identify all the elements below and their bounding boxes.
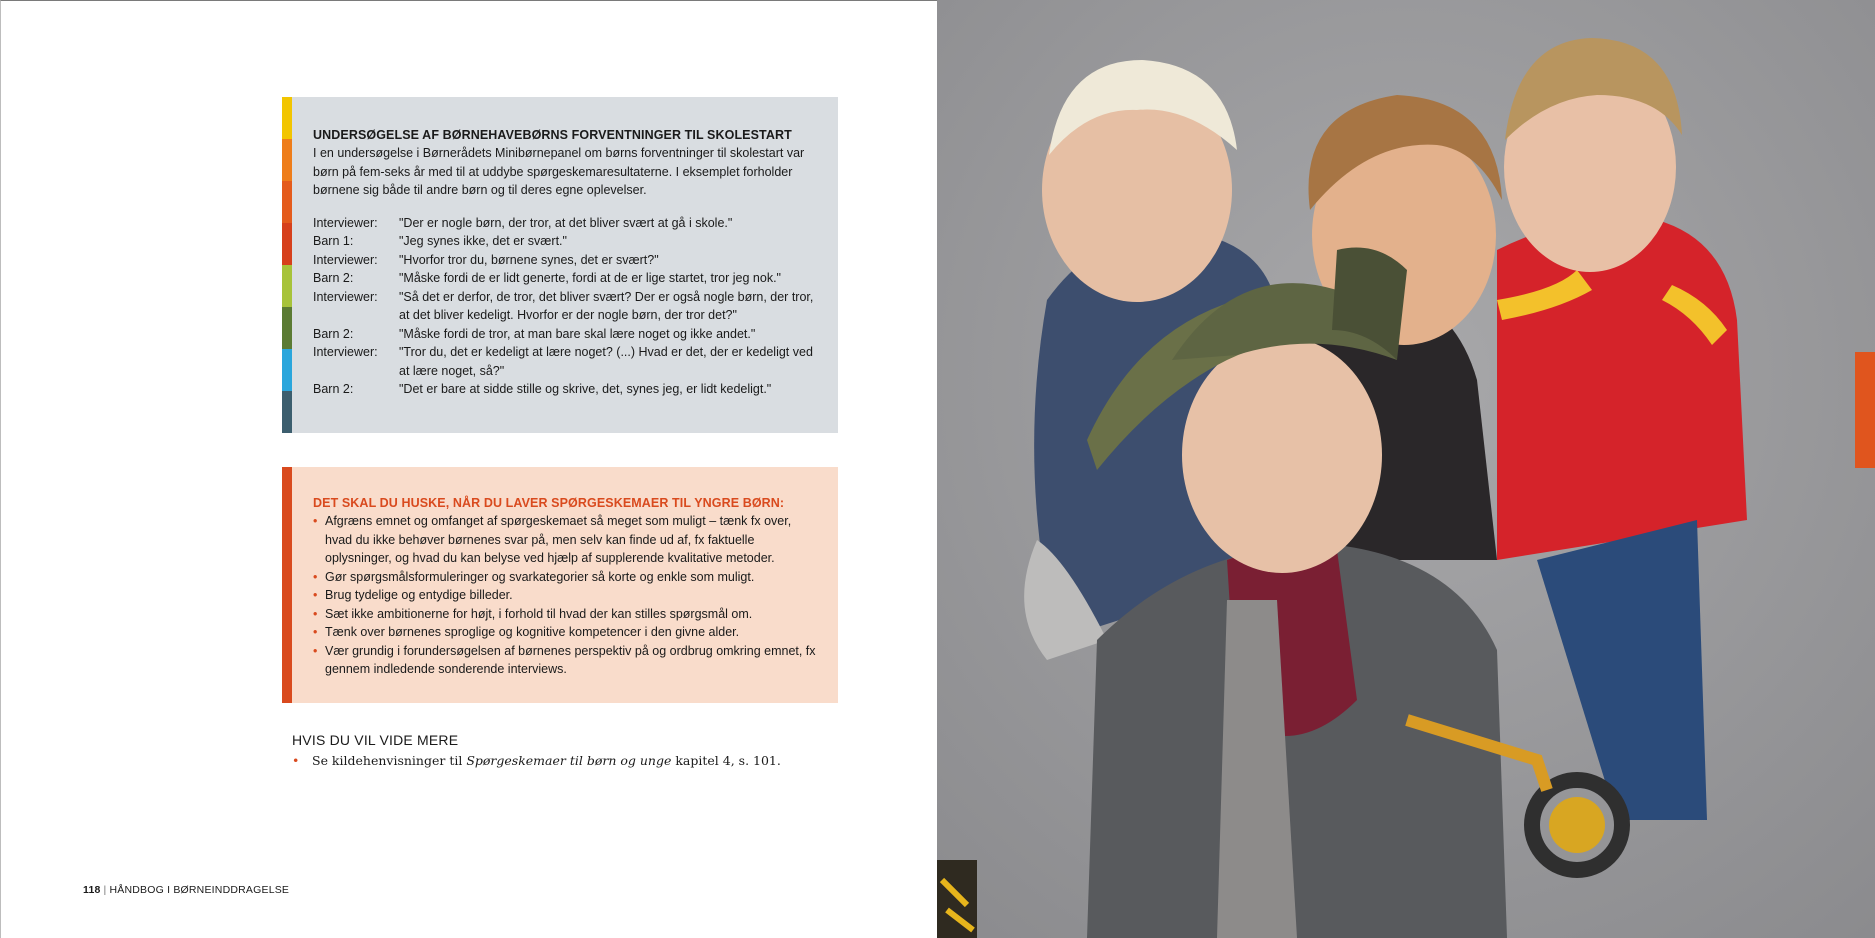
color-strip-segment xyxy=(282,307,292,349)
read-more-suffix: kapitel 4, s. 101. xyxy=(671,753,781,768)
dialogue-line: "Hvorfor tror du, børnene synes, det er svært?" xyxy=(399,252,659,267)
color-strip-segment xyxy=(282,391,292,433)
bullet-icon: • xyxy=(313,514,318,528)
right-page xyxy=(937,0,1875,938)
dialogue-row xyxy=(313,269,818,288)
dialogue-speaker: Barn 2: xyxy=(313,326,354,341)
tip-text: Sæt ikke ambitionerne for højt, i forhold til hvad der kan stilles spørgsmål om. xyxy=(325,606,753,621)
interview-box xyxy=(282,97,838,433)
tip-text: Tænk over børnenes sproglige og kognitive kompetencer i den givne alder. xyxy=(325,625,740,639)
tip-item xyxy=(313,568,818,587)
dialogue-line: "Tror du, det er kedeligt at lære noget? (...) Hvad er det, der er kedeligt ved at lære noget, så?" xyxy=(399,345,813,378)
bullet-icon: • xyxy=(313,569,318,584)
dialogue-speaker: Barn 1: xyxy=(313,234,354,248)
dialogue-row xyxy=(313,251,818,270)
page-number: 118 xyxy=(83,884,101,896)
interview-dialogue xyxy=(313,214,818,399)
tip-item xyxy=(313,642,818,679)
dialogue-line: "Måske fordi de er lidt generte, fordi at de er lige startet, tror jeg nok." xyxy=(399,271,781,285)
dialogue-speaker: Interviewer: xyxy=(313,215,378,230)
color-strip-segment xyxy=(282,181,292,223)
dialogue-line: "Der er nogle børn, der tror, at det bliver svært at gå i skole." xyxy=(399,215,733,230)
bullet-icon: • xyxy=(313,643,318,658)
tip-item xyxy=(313,512,818,568)
read-more-prefix: Se kildehenvisninger til xyxy=(312,753,467,768)
chapter-tab xyxy=(1855,352,1875,468)
tip-item xyxy=(313,586,818,605)
read-more-item xyxy=(292,752,852,770)
page-footer xyxy=(83,884,289,896)
tip-text: Brug tydelige og entydige billeder. xyxy=(325,588,513,602)
tip-text: Gør spørgsmålsformuleringer og svarkategorier så korte og enkle som muligt. xyxy=(325,569,755,584)
color-strip xyxy=(282,97,292,433)
remember-box-accent-bar xyxy=(282,467,292,703)
dialogue-speaker: Interviewer: xyxy=(313,252,378,267)
color-strip-segment xyxy=(282,349,292,391)
four-boys-photo xyxy=(937,0,1875,938)
bullet-icon: • xyxy=(313,606,318,621)
dialogue-row xyxy=(313,214,818,233)
footer-separator: | xyxy=(103,884,107,896)
dialogue-speaker: Interviewer: xyxy=(313,289,378,304)
color-strip-segment xyxy=(282,139,292,181)
tip-item xyxy=(313,605,818,624)
color-strip-segment xyxy=(282,223,292,265)
dialogue-row xyxy=(313,288,818,325)
remember-box xyxy=(282,467,838,703)
tip-text: Vær grundig i forundersøgelsen af børnenes perspektiv på og ordbrug omkring emnet, fx gennem indledende sonderende interviews. xyxy=(325,643,816,676)
dialogue-row xyxy=(313,343,818,380)
interview-box-title: UNDERSØGELSE AF BØRNEHAVEBØRNS FORVENTNINGER TIL SKOLESTART xyxy=(313,128,792,142)
bullet-icon: • xyxy=(292,753,300,768)
remember-tips-list xyxy=(313,512,818,679)
dialogue-speaker: Interviewer: xyxy=(313,345,378,359)
dialogue-speaker: Barn 2: xyxy=(313,271,354,285)
left-page xyxy=(0,0,937,938)
color-strip-segment xyxy=(282,97,292,139)
interview-box-intro: I en undersøgelse i Børnerådets Minibørnepanel om børns forventninger til skolestart var børn på fem-seks år med til at uddybe spørgeskemaresultaterne. I eksemplet forholder børnene sig både til andre børn og til deres egne oplevelser. xyxy=(313,146,805,197)
color-strip-segment xyxy=(282,265,292,307)
read-more-book-title: Spørgeskemaer til børn og unge xyxy=(466,753,672,768)
dialogue-speaker: Barn 2: xyxy=(313,382,354,396)
dialogue-line: "Det er bare at sidde stille og skrive, det, synes jeg, er lidt kedeligt." xyxy=(399,382,772,396)
dialogue-row xyxy=(313,325,818,344)
read-more-heading: HVIS DU VIL VIDE MERE xyxy=(292,732,459,748)
dialogue-line: "Jeg synes ikke, det er svært." xyxy=(399,234,567,248)
tip-item xyxy=(313,623,818,642)
bullet-icon: • xyxy=(313,625,318,639)
book-title: HÅNDBOG I BØRNEINDDRAGELSE xyxy=(109,884,290,896)
bullet-icon: • xyxy=(313,588,318,602)
dialogue-line: "Måske fordi de tror, at man bare skal lære noget og ikke andet." xyxy=(399,326,756,341)
dialogue-row xyxy=(313,380,818,399)
dialogue-row xyxy=(313,232,818,251)
remember-box-title: DET SKAL DU HUSKE, NÅR DU LAVER SPØRGESKEMAER TIL YNGRE BØRN: xyxy=(313,496,785,510)
read-more-section xyxy=(292,731,852,770)
tip-text: Afgræns emnet og omfanget af spørgeskemaet så meget som muligt – tænk fx over, hvad du ikke behøver børnenes svar på, men selv kan finde ud af, fx faktuelle oplysninger, og hvad du kan belyse ved hjælp af supplerende kvalitative metoder. xyxy=(325,514,792,565)
dialogue-line: "Så det er derfor, de tror, det bliver svært? Der er også nogle børn, der tror, at det bliver kedeligt. Hvorfor er der nogle børn, der tror det?" xyxy=(399,289,814,322)
